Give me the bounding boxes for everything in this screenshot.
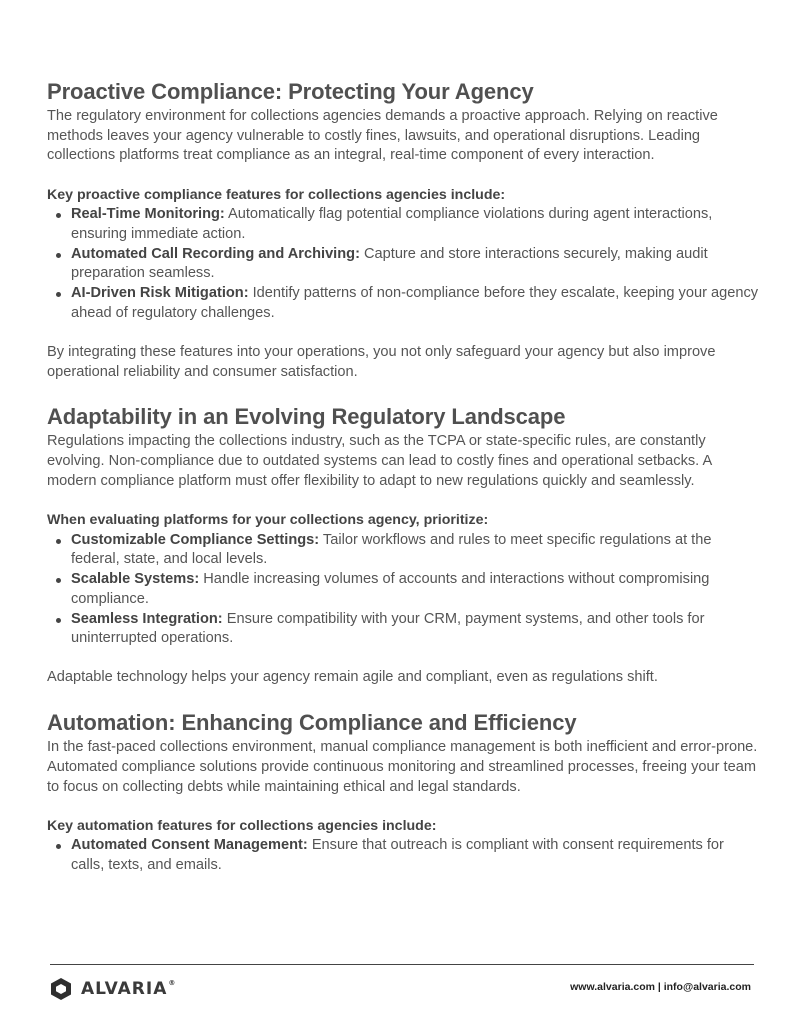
item-term: AI-Driven Risk Mitigation: bbox=[71, 285, 249, 302]
section-heading: Automation: Enhancing Compliance and Efficiency bbox=[47, 710, 577, 736]
list-item bbox=[71, 836, 759, 875]
section-heading: Adaptability in an Evolving Regulatory Landscape bbox=[47, 404, 566, 430]
item-text: Tailor workflows and rules to meet specific regulations at the federal, state, and local levels. bbox=[71, 531, 712, 568]
list-lead: When evaluating platforms for your collections agency, prioritize: bbox=[47, 512, 489, 529]
item-term: Automated Consent Management: bbox=[71, 837, 308, 854]
section-heading: Proactive Compliance: Protecting Your Agency bbox=[47, 79, 534, 104]
list-item bbox=[71, 284, 759, 323]
list-item bbox=[71, 531, 759, 570]
item-text: Ensure that outreach is compliant with consent requirements for calls, texts, and emails. bbox=[71, 837, 724, 874]
item-text: Ensure compatibility with your CRM, payment systems, and other tools for uninterrupted operations. bbox=[71, 610, 705, 647]
item-term: Customizable Compliance Settings: bbox=[71, 531, 320, 548]
item-text: Handle increasing volumes of accounts and interactions without compromising compliance. bbox=[71, 571, 710, 607]
list-lead: Key automation features for collections agencies include: bbox=[47, 817, 437, 834]
item-text: Capture and store interactions securely, making audit preparation seamless. bbox=[71, 245, 708, 282]
list-item bbox=[71, 610, 759, 649]
logo-wordmark: ALVARIA® bbox=[81, 979, 177, 999]
list-item bbox=[71, 245, 759, 284]
feature-list bbox=[47, 836, 759, 875]
list-item bbox=[71, 205, 759, 244]
feature-list bbox=[47, 531, 759, 649]
section-outro: By integrating these features into your operations, you not only safeguard your agency but also improve operational reliability and consumer satisfaction. bbox=[47, 344, 716, 380]
list-item bbox=[71, 570, 759, 609]
section-outro: Adaptable technology helps your agency remain agile and compliant, even as regulations shift. bbox=[47, 669, 658, 686]
footer-divider bbox=[50, 964, 754, 965]
section-intro: In the fast-paced collections environment, manual compliance management is both inefficient and error-prone. Automated compliance solutions provide continuous monitoring and streamlined processes, freeing your team to focus on collecting debts while maintaining ethical and legal standards. bbox=[47, 739, 758, 795]
item-term: Automated Call Recording and Archiving: bbox=[71, 245, 360, 262]
item-text: Identify patterns of non-compliance before they escalate, keeping your agency ahead of regulatory challenges. bbox=[71, 285, 759, 321]
list-lead: Key proactive compliance features for collections agencies include: bbox=[47, 186, 506, 203]
feature-list bbox=[47, 205, 759, 323]
alvaria-logo bbox=[50, 976, 176, 1002]
section-adaptability bbox=[47, 403, 759, 688]
item-text: Automatically flag potential compliance violations during agent interactions, ensuring immediate action. bbox=[71, 206, 713, 243]
section-intro: The regulatory environment for collections agencies demands a proactive approach. Relying on reactive methods leaves your agency vulnerable to costly fines, lawsuits, and operational disruptions. Leading collections platforms treat compliance as an integral, real-time component of every interaction. bbox=[47, 108, 718, 164]
section-automation bbox=[47, 709, 759, 876]
registered-mark: ® bbox=[168, 979, 177, 987]
document-body bbox=[47, 78, 759, 876]
item-term: Scalable Systems: bbox=[71, 571, 200, 588]
section-proactive-compliance bbox=[47, 78, 759, 382]
item-term: Real-Time Monitoring: bbox=[71, 206, 225, 223]
section-intro: Regulations impacting the collections industry, such as the TCPA or state-specific rules, are constantly evolving. Non-compliance due to outdated systems can lead to costly fines and operational setbacks. A modern compliance platform must offer flexibility to adapt to new regulations quickly and seamlessly. bbox=[47, 433, 712, 489]
footer-contact: www.alvaria.com | info@alvaria.com bbox=[570, 981, 751, 993]
alvaria-hexagon-icon bbox=[50, 977, 72, 1001]
item-term: Seamless Integration: bbox=[71, 610, 223, 627]
